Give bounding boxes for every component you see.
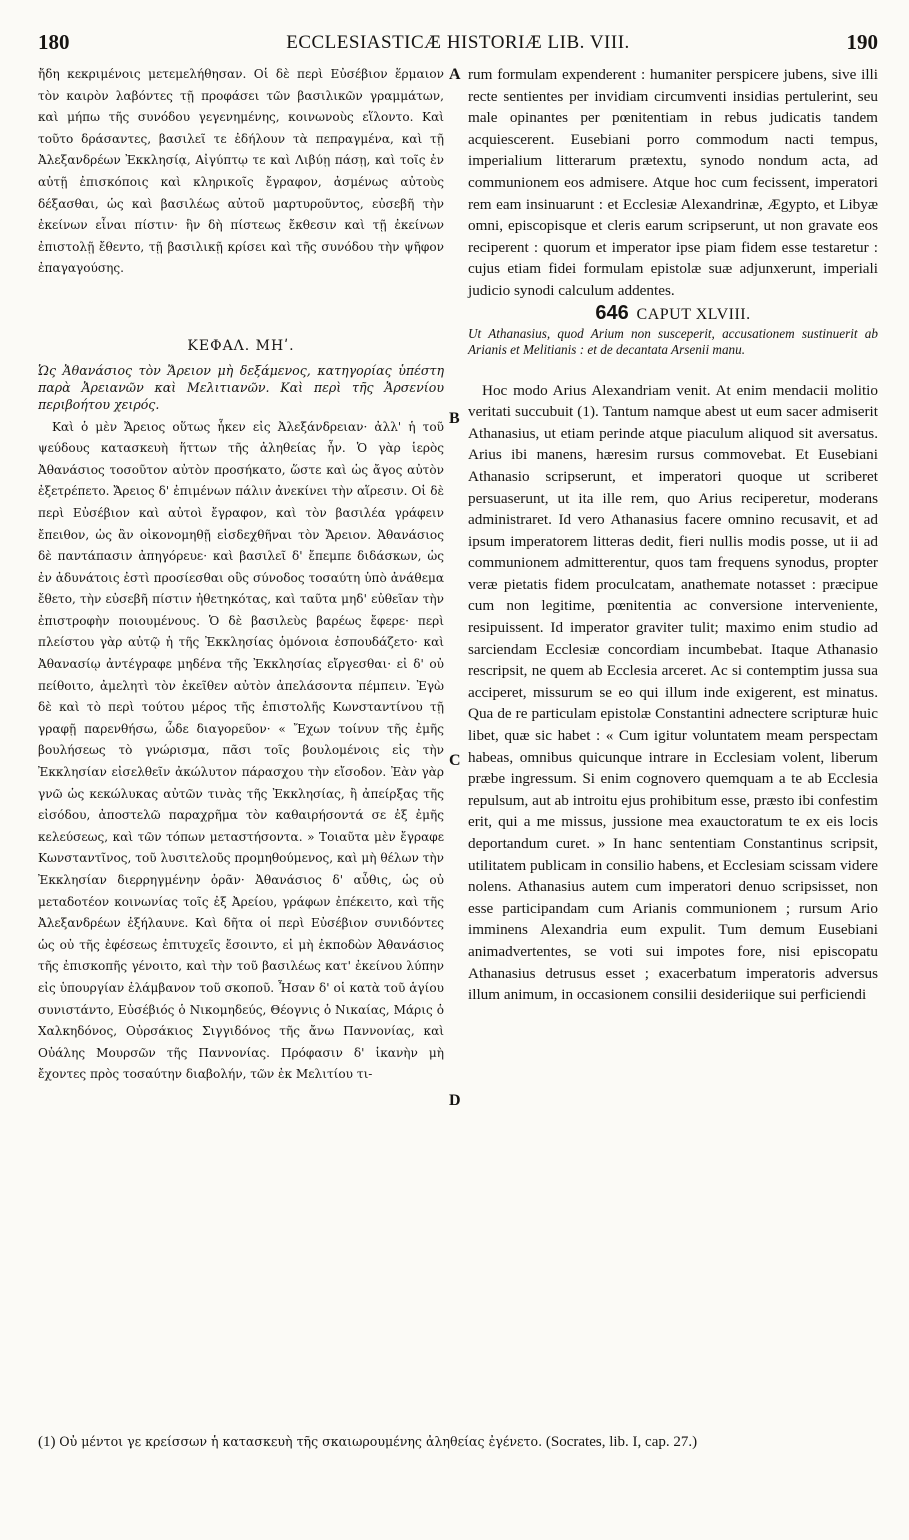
latin-chapter-title: CAPUT XLVIII.	[636, 305, 751, 323]
margin-marker-d: D	[449, 1092, 461, 1109]
latin-column	[468, 64, 878, 1006]
chapter-number: 646	[595, 301, 629, 324]
greek-chapter-summary: Ὡς Ἀθανάσιος τὸν Ἄρειον μὴ δεξάμενος, κατηγορίας ὑπέστη παρὰ Ἀρειανῶν καὶ Μελιτιανῶν. Καὶ περὶ τῆς Ἀρσενίου περιβοήτου χειρός.	[38, 362, 444, 412]
page-number-right: 190	[846, 30, 878, 54]
footnote-citation: (Socrates, lib. I, cap. 27.)	[545, 1434, 698, 1450]
greek-paragraph-1: ἤδη κεκριμένοις μετεμελήθησαν. Οἱ δὲ περὶ Εὐσέβιον ἕρμαιον τὸν καιρὸν λαβόντες τῇ προφάσει τῶν βασιλικῶν γραμμάτων, καὶ μήπω τῆς συνόδου γεγενημένης, κοινωνοὺς εἵλοντο. Καὶ τοῦτο δράσαντες, βασιλεῖ τε ἐδήλουν τὰ πεπραγμένα, καὶ τῇ Ἀλεξανδρέων Ἐκκλησίᾳ, Αἰγύπτῳ τε καὶ Λιβύῃ πάσῃ, καὶ τοῖς ἐν αὐτῇ ἐπισκόποις καὶ κληρικοῖς ἔγραφον, ἀσμένως αὐτοὺς δέξασθαι, ὡς καὶ βασιλέως αὐτοῦ μαρτυροῦντος, εὐσεβῆ τὴν ἐκείνων εἶναι πίστιν· ἣν δὴ πίστεως ἔκθεσιν καὶ τῇ ἐκείνων ἐπιστολῇ ἔθεντο, τῇ βασιλικῇ κρίσει καὶ τῆς συνόδου τὴν ψῆφον ἐπαγαγούσης.	[38, 67, 444, 276]
latin-paragraph-2: Hoc modo Arius Alexandriam venit. At enim mendacii molitio veritati succubuit (1). Tantum namque abest ut eum sacer admiserit Athanasius, ut etiam perinde atque piaculum aliquod sit aversatus. Arius ibi manens, hæresim rursus commovebat. Et Eusebiani Athanasio scripserunt, et imperatori quoque ut scriberet persuaserunt, ut ita ille rem, quo Arius reciperetur, moderans administraret. Id vero Athanasius facere omnino recusavit, et ad ipsum imperatorem litteras dedit, fieri nullis modis posse, ut ii ad communionem admitterentur, quos tam frequens synodus, propter veræ pietatis fidem proculcatam, anathemate notasset : præcipue cum non legitime, pœnitentia ac conversione interveniente, resipuissent. Id imperator graviter tulit; maximo enim studio ad sarciendam Ecclesiæ concordiam incumbebat. Itaque Athanasio rescripsit, ne quem ab Ecclesia arceret. Ac si contemptim jussa sua acciperet, missurum se eo qui illum inde exigerent, est minatus. Qua de re particulam epistolæ Constantini adnectere scripturæ huic libet, quæ sic habet : « Cum igitur voluntatem meam perspectam habeas, omnibus quicunque intrare in Ecclesiam volent, liberum præbe ingressum. Si enim cognovero quemquam a te ab Ecclesia repulsum, aut ab introitu ejus prohibitum esse, præsto ibi confestim erit, qui a me missus, jussione mea exauctoratum te ex eis locis deportandum curet. » In hanc sententiam Constantinus scripsit, utilitatem publicam in consilio habens, et Ecclesiam scissam videre nolens. Athanasius autem cum imperatori denuo scripsisset, non esse participandam cum Arianis communionem ; rursum Ario imminens Alexandria eum expulit. Tum demum Eusebiani animadvertentes, se voti sui impotes fore, nisi episcopatu Athanasius detrusus esset ; exacerbatum imperatoris adversus illum animum, in occasionem consilii desideriique sui perficiendi	[468, 381, 878, 1004]
page-header	[38, 30, 878, 60]
latin-paragraph-1: rum formulam expenderent : humaniter perspicere jubens, sive illi recte sentientes per invidiam circumventi insidias pertulerint, seu male opinantes per pœnitentiam in rebus judicatis tandem acquiescerent. Eusebiani porro commodum nacti tempus, imperialium litterarum prætextu, synodo nondum acta, ad communionem eos admisere. Atque hoc cum fecissent, imperatori rem eam insinuarunt : et Ecclesiæ Alexandrinæ, Ægypto, et Libyæ omni, episcopisque et cleris earum scripserunt, ut non gravate eos reciperent : quorum et imperator ipse piam fidem esse testaretur : cujus etiam fidei formulam epistolæ suæ adjunxerunt, imperiali judicio synodi calculum addentes.	[468, 66, 878, 299]
footnote-separator	[38, 1410, 878, 1411]
footnote-greek-text: Οὐ μέντοι γε κρείσσων ἡ κατασκευὴ τῆς σκαιωρουμένης ἀληθείας ἐγένετο.	[59, 1434, 543, 1449]
greek-column	[38, 64, 444, 1086]
greek-chapter-heading: ΚΕΦΑΛ. ΜΗʹ.	[187, 337, 295, 354]
margin-marker-c: C	[449, 752, 461, 769]
greek-paragraph-2: Καὶ ὁ μὲν Ἄρειος οὕτως ἧκεν εἰς Ἀλεξάνδρειαν· ἀλλ' ἡ τοῦ ψεύδους κατασκευὴ ἥττων τῆς ἀληθείας ἦν. Ὁ γὰρ ἱερὸς Ἀθανάσιος τοσοῦτον αὐτὸν προσήκατο, ὥστε καὶ ὡς ἄγος αὐτὸν ἐξετρέπετο. Ἄρειος δ' ἐπιμένων πάλιν ἀνεκίνει τὴν αἵρεσιν. Οἱ δὲ περὶ Εὐσέβιον καὶ αὐτοὶ ἔγραφον, καὶ τὸν βασιλέα γράφειν ἔπειθον, ὡς ἂν οἰκονομηθῇ εἰσδεχθῆναι τὸν Ἄρειον. Ἀθανάσιος δὲ παντάπασιν ἀπηγόρευε· καὶ βασιλεῖ δ' ἔπεμπε διδάσκων, ὡς ἐν ἀδυνάτοις ἐστὶ προσίεσθαι οὓς σύνοδος τοσαύτη ὑπὸ ἀνάθεμα ἔθετο, τὴν εὐσεβῆ πίστιν ἠθετηκότας, καὶ ταῦτα μηδ' εὐθεῖαν τὴν ἐπιστροφὴν ποιουμένους. Ὁ δὲ βασιλεὺς βαρέως ἔφερε· περὶ πλείστου γὰρ αὐτῷ ἡ τῆς Ἐκκλησίας ὁμόνοια ἐσπουδάζετο· καὶ Ἀθανασίῳ ἀντέγραφε μηδένα τῆς Ἐκκλησίας εἴργεσθαι· εἰ δ' οὐ πείθοιτο, ἀμελητὶ τὸν ἐκεῖθεν αὐτὸν ἀπελάσοντα πέμπειν. Ἐγὼ δὲ καὶ τὸ περὶ τούτου μέρος τῆς ἐπιστολῆς Κωνσταντίνου τῇ γραφῇ παρενθήσω, ὧδε διαγορεῦον· « Ἔχων τοίνυν τῆς ἐμῆς βουλήσεως τὸ γνώρισμα, πᾶσι τοῖς βουλομένοις εἰς τὴν Ἐκκλησίαν εἰσελθεῖν ἀκώλυτον πάρασχου τὴν εἴσοδον. Ἐὰν γὰρ γνῶ ὡς κεκώλυκας αὐτῶν τινὰς τῆς Ἐκκλησίας, ἢ ἀπείρξας τῆς εἰσόδου, ἀποστελῶ παραχρῆμα τὸν καθαιρήσοντά σε ἐξ ἐμῆς κελεύσεως, καὶ τῶν τόπων μεταστήσοντα. » Τοιαῦτα μὲν ἔγραφε Κωνσταντῖνος, τοῦ λυσιτελοῦς προμηθούμενος, καὶ μὴ θέλων τὴν Ἐκκλησίαν διερρηγμένην ὁρᾶν· Ἀθανάσιος δ' αὖθις, ὡς οὐ μεταδοτέον κοινωνίας τοῖς ἐξ Ἀρείου, γράφων ἐπέκειτο, καὶ τῆς Ἀλεξανδρέων ἐξήλαυνε. Καὶ δῆτα οἱ περὶ Εὐσέβιον συνιδόντες ὡς οὐ τῆς ἐφέσεως ἐπιτυχεῖς ἔσοιντο, εἰ μὴ ἐκποδὼν Ἀθανάσιος τῆς ἐπισκοπῆς γένοιτο, καὶ τὴν τοῦ βασιλέως κατ' ἐκείνου λύπην εἰς ὑπουργίαν ἐλάμβανον τοῦ σκοποῦ. Ἦσαν δ' οἱ κατὰ τοῦ ἁγίου συνιστάντο, Εὐσέβιός ὁ Νικομηδεύς, Θέογνις ὁ Νικαίας, Μάρις ὁ Χαλκηδόνος, Οὐρσάκιος Σιγγιδόνος τῆς ἄνω Παννονίας, καὶ Οὐάλης Μουρσῶν τῆς Παννονίας. Πρόφασιν δ' ἱκανὴν μὴ ἔχοντες πρὸς τοσαύτην διαβολήν, τῶν ἐκ Μελιτίου τι-	[38, 419, 444, 1082]
footnote	[38, 1432, 878, 1452]
latin-chapter-heading	[468, 302, 878, 326]
margin-marker-b: B	[449, 410, 460, 427]
running-title: ECCLESIASTICÆ HISTORIÆ LIB. VIII.	[286, 32, 630, 53]
page-number-left: 180	[38, 30, 70, 54]
margin-marker-a: A	[449, 66, 461, 83]
footnote-mark: (1)	[38, 1434, 56, 1450]
latin-chapter-summary: Ut Athanasius, quod Arium non susceperit, accusationem sustinuerit ab Arianis et Melitianis : et de decantata Arsenii manu.	[468, 325, 878, 357]
